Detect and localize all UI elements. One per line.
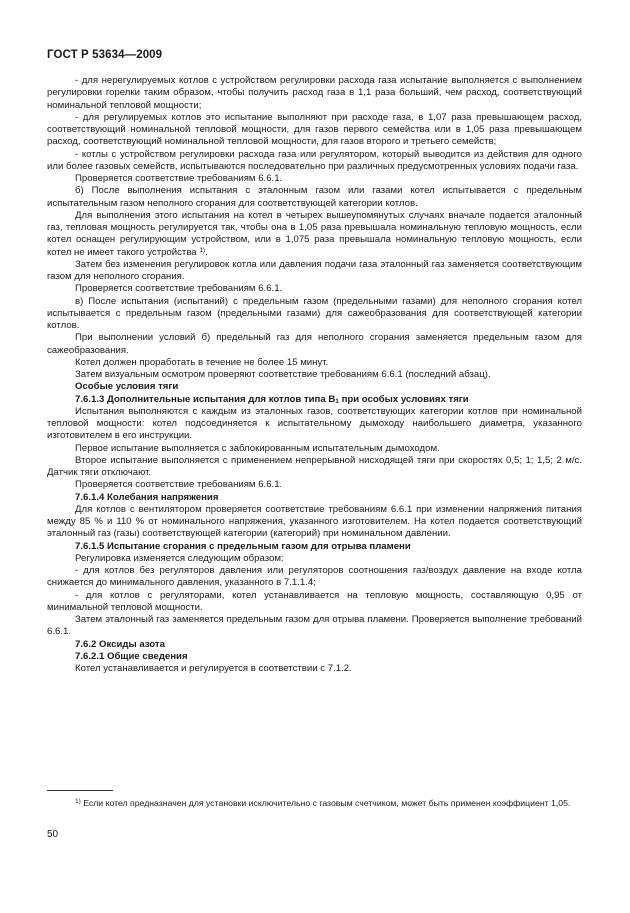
paragraph: Затем без изменения регулировок котла или давления подачи газа эталонный газ заменяется соответствующим газом для неполного сгорания. (47, 258, 582, 282)
paragraph: Для котлов с вентилятором проверяется соответствие требованиям 6.6.1 при изменении напряжения питания между 85 % и 110 % от номинального напряжения, указанного изготовителем. На котел подается соответствующий эталонный газ (газы) соответствующей категории (категорий) при номинальном давлении. (47, 503, 582, 540)
paragraph: Проверяется соответствие требованиям 6.6.1. (75, 173, 283, 184)
heading-subscript: 1 (335, 397, 339, 405)
paragraph: в) После испытания (испытаний) с предельным газом (предельными газами) для неполного сгорания котел испытывается с предельным газом (предельными газами) для сажеобразования для соответствующей категории котлов. (47, 295, 582, 331)
paragraph: - для нерегулируемых котлов с устройством регулировки расхода газа испытание выполняется с выполнением регулировки горелки таким образом, чтобы получить расход газа в 1,1 раза больший, чем расход, соответствующий номинальной тепловой мощности; (47, 75, 582, 111)
paragraph: Проверяется соответствие требованиям 6.6.1. (75, 283, 283, 295)
section-heading-special-draft: Особые условия тяги (75, 381, 179, 393)
footnote-marker: 1) (75, 798, 81, 805)
section-heading-7615: 7.6.1.5 Испытание сгорания с предельным газом для отрыва пламени (75, 540, 411, 552)
heading-text: при особых условиях тяги (338, 393, 469, 405)
section-heading-7614: 7.6.1.4 Колебания напряжения (75, 491, 219, 503)
paragraph: - котлы с устройством регулировки расхода газа или регулятором, который выводится из действия для одного или более газовых семейств, испытываются последовательно при различных предусмотренных условиях подачи газа. (47, 148, 582, 172)
paragraph: б) После выполнения испытания с эталонным газом или газами котел испытывается с предельным испытательным газом неполного сгорания для соответствующей категории котлов. (47, 185, 582, 209)
paragraph: Регулировка изменяется следующим образом: (75, 552, 284, 564)
footnote-divider (47, 790, 113, 791)
heading-text: 7.6.1.3 Дополнительные испытания для котлов типа B (75, 393, 336, 405)
section-heading-7621: 7.6.2.1 Общие сведения (75, 650, 188, 662)
section-heading-762: 7.6.2 Оксиды азота (75, 638, 165, 650)
paragraph: Первое испытание выполняется с заблокированным испытательным дымоходом. (75, 442, 440, 454)
paragraph: При выполнении условий б) предельный газ для неполного сгорания заменяется предельным газом для сажеобразования. (47, 332, 582, 356)
paragraph: Котел устанавливается и регулируется в соответствии с 7.1.2. (75, 663, 352, 674)
paragraph: - для котлов без регуляторов давления или регуляторов соотношения газ/воздух давление на входе котла снижается до минимального давления, указанного в 7.1.1.4; (47, 565, 582, 589)
paragraph: Второе испытание выполняется с применением непрерывной нисходящей тяги при скоростях 0,5; 1; 1,5; 2 м/с. Датчик тяги отключают. (47, 454, 582, 478)
paragraph: Проверяется соответствие требованиям 6.6.1. (75, 479, 283, 491)
section-heading-7613 (47, 394, 582, 406)
footnote-reference[interactable]: 1) (199, 246, 206, 254)
paragraph: Затем эталонный газ заменяется предельным газом для отрыва пламени. Проверяется выполнение требований 6.6.1. (47, 614, 582, 638)
paragraph: - для регулируемых котлов это испытание выполняют при расходе газа, в 1,07 раза превышающем расход, соответствующий номинальной тепловой мощности, для газов первого семейства или в 1,05 раза превышающем расход, соответствующий номинальной тепловой мощности, для газов второго и третьего семейств; (47, 111, 582, 148)
page-number: 50 (47, 829, 59, 840)
paragraph: - для котлов с регуляторами, котел устанавливается на тепловую мощность, составляющую 0,95 от минимальной тепловой мощности. (47, 589, 582, 613)
footnote (47, 797, 582, 809)
document-header: ГОСТ Р 53634—2009 (47, 49, 163, 61)
paragraph: Котел должен проработать в течение не более 15 минут. (75, 356, 329, 368)
paragraph-text: Для выполнения этого испытания на котел в четырех вышеупомянутых случаях вначале подается эталонный газ, тепловая мощность регулируется так, чтобы она в 1,05 раза превышала номинальную тепловую мощность, если котел оснащен регулирующим устройством, или в 1,075 раза превышала номинальную тепловую мощность, если котел не имеет такого устройства (47, 209, 582, 258)
footnote-text: Если котел предназначен для установки исключительно с газовым счетчиком, может быть применен коэффициент 1,05. (80, 798, 571, 808)
paragraph: Затем визуальным осмотром проверяют соответствие требованиям 6.6.1 (последний абзац). (75, 369, 491, 380)
paragraph: Испытания выполняются с каждым из эталонных газов, соответствующих категории котлов при номинальной тепловой мощности: котел подсоединяется к испытательному дымоходу наибольшего диаметра, указанного изготовителем в его инструкции. (47, 405, 582, 442)
paragraph-with-footnote: Для выполнения этого испытания на котел в четырех вышеупомянутых случаях вначале подается эталонный газ, тепловая мощность регулируется так, чтобы она в 1,05 раза превышала номинальную тепловую мощность, если котел оснащен регулирующим устройством, или в 1,075 раза превышала номинальную тепловую мощность, если котел не имеет такого устройства $^{1)}$. (47, 209, 582, 258)
main-content (47, 75, 582, 675)
